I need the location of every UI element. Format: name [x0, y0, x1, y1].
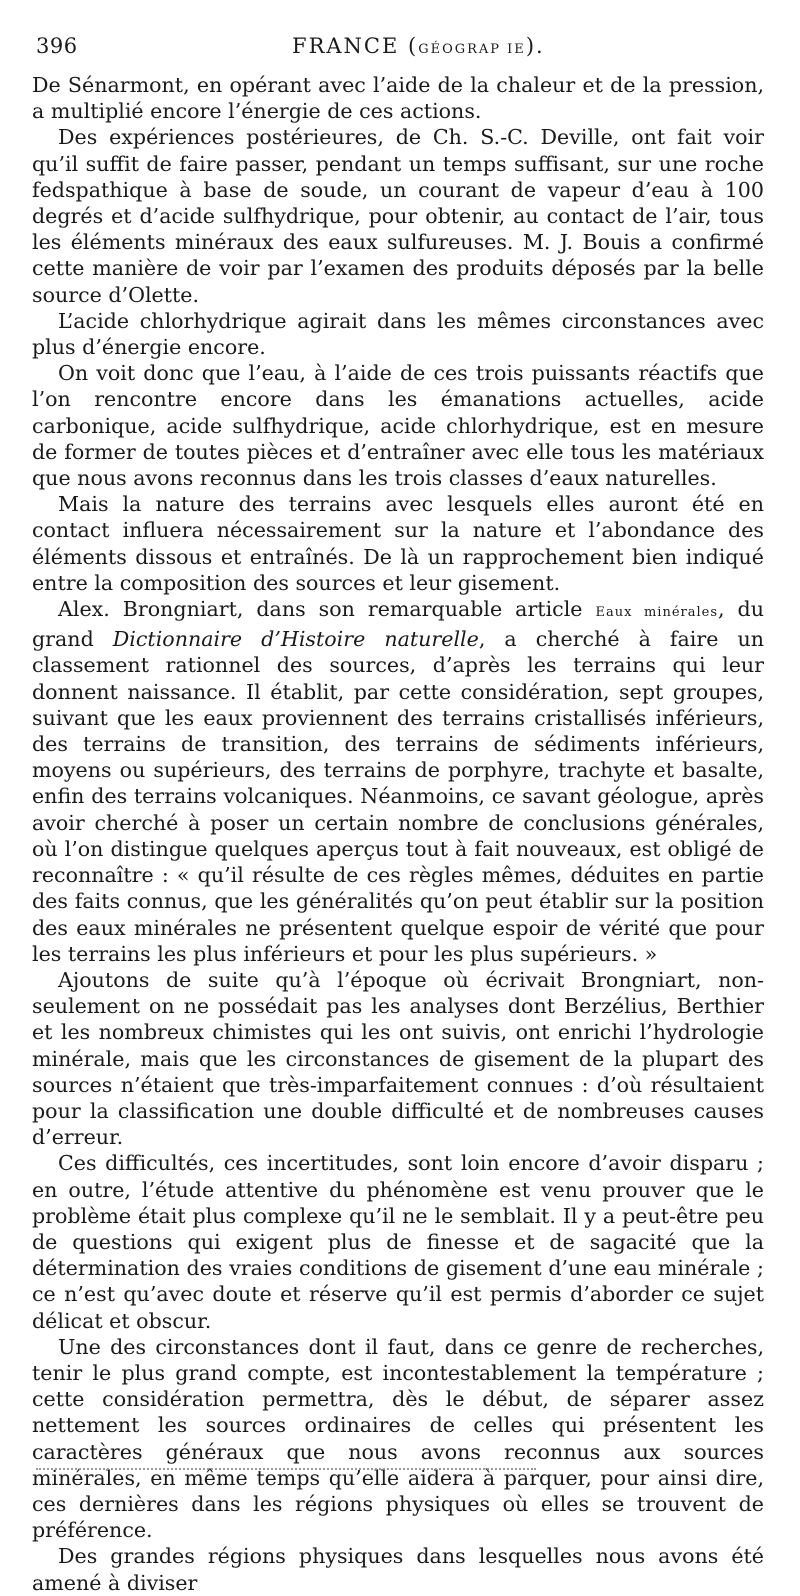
dictionary-title: Dictionnaire d’Histoire naturelle: [112, 627, 479, 652]
paragraph: L’acide chlorhydrique agirait dans les mêmes circonstances avec plus d’énergie encore.: [32, 308, 764, 360]
paragraph-part: , a cherché à faire un classement rationnel des sources, d’après les terrains qui leur donnent naissance. Il établit, par cette considération, sept groupes, suivant que les eaux proviennent des terrains cristallisés inférieurs, des terrains de transition, des terrains de sédiments inférieurs, moyens ou supérieurs, des terrains de porphyre, trachyte et basalte, enfin des terrains volcaniques. Néanmoins, ce savant géologue, après avoir cherché à poser un certain nombre de conclusions générales, où l’on distingue quelques aperçus tout à fait nouveaux, est obligé de reconnaître : « qu’il résulte de ces règles mêmes, déduites en partie des faits connus, que les généralités qu’on peut établir sur la position des eaux minérales ne présentent quelque espoir de vérité que pour les terrains les plus inférieurs et pour les plus supérieurs. »: [32, 627, 764, 966]
paragraph: On voit donc que l’eau, à l’aide de ces trois puissants réactifs que l’on rencontre encore dans les émanations actuelles, acide carbonique, acide sulfhydrique, acide chlorhydrique, est en mesure de former de toutes pièces et d’entraîner avec elle tous les matériaux que nous avons reconnus dans les trois classes d’eaux naturelles.: [32, 361, 764, 491]
page-header: [32, 30, 768, 66]
paragraph-part: Alex. Brongniart, dans son remarquable article: [58, 597, 596, 622]
running-title-close: ).: [525, 34, 545, 58]
footer-rule: [36, 1468, 536, 1472]
running-title-main: FRANCE (: [292, 34, 419, 58]
paragraph: Une des circonstances dont il faut, dans ce genre de recherches, tenir le plus grand compte, est incontestablement la température ; cette considération permettra, dès le début, de séparer assez nettement les sources ordinaires de celles qui présentent les caractères généraux que nous avons reconnus aux sources minérales, en même temps qu’elle aidera à parquer, pour ainsi dire, ces dernières dans les régions physiques où elles se trouvent de préférence.: [32, 1334, 764, 1543]
paragraph: De Sénarmont, en opérant avec l’aide de la chaleur et de la pression, a multiplié encore l’énergie de ces actions.: [32, 73, 764, 124]
paragraph-part: , du grand: [32, 597, 764, 652]
paragraph: Ces difficultés, ces incertitudes, sont loin encore d’avoir disparu ; en outre, l’étude attentive du phénomène est venu prouver que le problème était plus complexe qu’il ne le semblait. Il y a peut-être peu de questions qui exigent plus de finesse et de sagacité que la détermination des vraies conditions de gisement d’une eau minérale ; ce n’est qu’avec doute et réserve qu’il est permis d’aborder ce sujet délicat et obscur.: [32, 1151, 764, 1333]
page-number: 396: [36, 34, 78, 58]
running-title: [292, 34, 545, 58]
paragraph: Des grandes régions physiques dans lesquelles nous avons été amené à diviser: [32, 1544, 764, 1595]
body-text: [32, 72, 764, 1596]
article-title-smallcaps: Eaux minérales: [595, 605, 719, 621]
paragraph: Ajoutons de suite qu’à l’époque où écrivait Brongniart, non-seulement on ne possédait pas les analyses dont Berzélius, Berthier et les nombreux chimistes qui les ont suivis, ont enrichi l’hydrologie minérale, mais que les circonstances de gisement de la plupart des sources n’étaient que très-imparfaitement connues : d’où résultaient pour la classification une double difficulté et de nombreuses causes d’erreur.: [32, 967, 764, 1150]
paragraph: Des expériences postérieures, de Ch. S.-C. Deville, ont fait voir qu’il suffit de faire passer, pendant un temps suffisant, sur une roche fedspathique à base de soude, un courant de vapeur d’eau à 100 degrés et d’acide sulfhydrique, pour obtenir, au contact de l’air, tous les éléments minéraux des eaux sulfureuses. M. J. Bouis a confirmé cette manière de voir par l’examen des produits déposés par la belle source d’Olette.: [32, 125, 764, 307]
paragraph: Mais la nature des terrains avec lesquels elles auront été en contact influera nécessairement sur la nature et l’abondance des éléments dissous et entraînés. De là un rapprochement bien indiqué entre la composition des sources et leur gisement.: [32, 492, 764, 595]
running-title-smallcaps: GÉOGRAP IE: [418, 42, 526, 57]
paragraph-brongniart: [32, 596, 764, 967]
